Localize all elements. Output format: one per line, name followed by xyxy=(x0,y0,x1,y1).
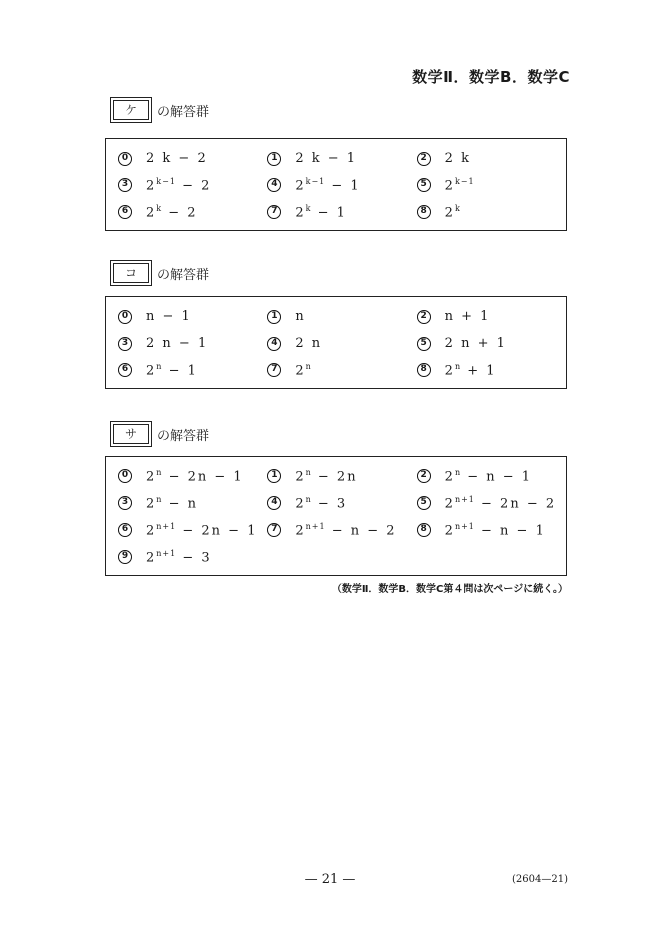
expression-tail: − 2n − 1 xyxy=(182,523,258,539)
expression-tail: n xyxy=(311,336,323,351)
expression-tail: − 3 xyxy=(182,550,212,566)
choice-expression xyxy=(445,204,461,220)
choice-number-icon: 3 xyxy=(118,178,132,192)
expression-tail: − n xyxy=(168,496,198,512)
answer-choice xyxy=(267,177,416,193)
choice-row xyxy=(118,199,566,226)
section-label-sa xyxy=(110,424,209,444)
choice-expression xyxy=(295,204,347,220)
choice-expression xyxy=(146,468,244,484)
choice-expression xyxy=(445,522,546,538)
answer-choice xyxy=(118,549,273,565)
choice-number-icon: 4 xyxy=(267,337,281,351)
expression-exponent: k−1 xyxy=(305,177,326,187)
choice-number-icon: 9 xyxy=(118,550,132,564)
choice-expression xyxy=(295,151,357,166)
choice-expression xyxy=(295,336,322,351)
choice-number-icon: 5 xyxy=(417,337,431,351)
expression-exponent: k xyxy=(156,204,163,214)
expression-exponent: n xyxy=(305,495,312,505)
choice-expression xyxy=(146,177,211,193)
page-number: — 21 — xyxy=(304,872,356,887)
expression-base: 2 xyxy=(444,178,455,194)
choice-expression xyxy=(146,204,198,220)
choice-number-icon: 3 xyxy=(118,337,132,351)
choice-expression xyxy=(146,522,257,538)
answer-choice xyxy=(118,177,267,193)
choice-row xyxy=(118,544,566,571)
expression-exponent: n+1 xyxy=(156,549,177,559)
answer-choice xyxy=(417,522,566,538)
answer-choice xyxy=(267,336,416,351)
expression-base: 2 xyxy=(295,178,306,194)
answer-choice xyxy=(118,151,267,166)
choice-number-icon: 7 xyxy=(267,523,281,537)
choice-number-icon: 0 xyxy=(118,469,132,483)
choice-number-icon: 4 xyxy=(267,178,281,192)
choice-number-icon: 2 xyxy=(417,469,431,483)
expression-tail: − 1 xyxy=(168,363,198,379)
choice-expression xyxy=(146,336,208,351)
choice-expression xyxy=(295,495,347,511)
expression-base: 2 xyxy=(295,469,306,485)
expression-base: n − 1 xyxy=(146,309,192,324)
answer-choice xyxy=(118,495,267,511)
expression-exponent: n+1 xyxy=(305,522,326,532)
expression-tail: − 2n xyxy=(317,469,358,485)
answer-choice xyxy=(417,177,566,193)
expression-base: 2 xyxy=(146,363,157,379)
expression-exponent: n xyxy=(305,468,312,478)
choice-number-icon: 5 xyxy=(417,178,431,192)
answer-choice xyxy=(417,309,566,324)
expression-base: 2 xyxy=(295,496,306,512)
choice-number-icon: 1 xyxy=(267,469,281,483)
expression-exponent: n+1 xyxy=(454,495,475,505)
expression-tail: − n − 2 xyxy=(331,523,397,539)
expression-exponent: n xyxy=(454,362,462,372)
answer-choice xyxy=(118,468,267,484)
expression-base: 2 xyxy=(146,151,157,166)
choice-number-icon: 8 xyxy=(417,363,431,377)
choice-number-icon: 0 xyxy=(118,152,132,166)
choice-row xyxy=(118,330,566,357)
expression-base: 2 xyxy=(444,151,455,166)
expression-tail: − 2 xyxy=(182,178,212,194)
expression-tail: − 2 xyxy=(168,205,198,221)
expression-tail: − 3 xyxy=(317,496,348,512)
expression-tail: − 1 xyxy=(317,205,347,221)
answer-choice xyxy=(118,204,267,220)
expression-exponent: n xyxy=(305,362,312,372)
answer-group-box xyxy=(105,138,567,231)
answer-choice xyxy=(267,362,416,378)
choice-number-icon: 8 xyxy=(417,523,431,537)
choice-row xyxy=(118,357,566,384)
choice-expression xyxy=(445,151,471,166)
choice-number-icon: 8 xyxy=(417,205,431,219)
choice-expression xyxy=(445,362,497,378)
choice-expression xyxy=(445,336,507,351)
choice-number-icon: 3 xyxy=(118,496,132,510)
choice-number-icon: 2 xyxy=(417,310,431,324)
choice-number-icon: 1 xyxy=(267,152,281,166)
expression-base: 2 xyxy=(444,363,455,379)
answer-choice xyxy=(417,336,566,351)
expression-exponent: n+1 xyxy=(156,522,177,532)
answer-choice xyxy=(417,151,566,166)
choice-row xyxy=(118,172,566,199)
answer-choice xyxy=(267,204,416,220)
answer-group-caption: の解答群 xyxy=(157,104,210,120)
expression-base: 2 xyxy=(444,523,455,539)
choice-expression xyxy=(295,468,357,484)
expression-tail: k − 1 xyxy=(311,151,358,166)
choice-row xyxy=(118,303,566,330)
answer-choice xyxy=(267,522,416,538)
answer-group-box xyxy=(105,296,567,389)
expression-tail: − 1 xyxy=(331,178,361,194)
choice-number-icon: 4 xyxy=(267,496,281,510)
expression-base: 2 xyxy=(444,336,455,351)
expression-base: 2 xyxy=(444,469,455,485)
expression-exponent: k xyxy=(305,204,312,214)
expression-tail: − 2n − 1 xyxy=(168,469,244,485)
expression-base: 2 xyxy=(146,205,157,221)
choice-expression xyxy=(445,468,532,484)
expression-tail: − n − 1 xyxy=(467,469,533,485)
expression-exponent: k−1 xyxy=(454,177,475,187)
answer-choice xyxy=(118,309,267,324)
choice-number-icon: 6 xyxy=(118,363,132,377)
answer-choice xyxy=(417,362,566,378)
choice-expression xyxy=(146,309,192,324)
expression-exponent: k−1 xyxy=(156,177,176,187)
expression-exponent: n xyxy=(156,362,163,372)
expression-tail: + 1 xyxy=(467,363,497,379)
expression-base: 2 xyxy=(146,336,157,351)
page-code: (2604—21) xyxy=(512,874,568,885)
expression-exponent: k xyxy=(454,204,461,214)
choice-number-icon: 6 xyxy=(118,523,132,537)
section-label-ko xyxy=(110,263,209,283)
choice-number-icon: 6 xyxy=(118,205,132,219)
choice-expression xyxy=(295,309,305,324)
choice-expression xyxy=(295,522,396,538)
choice-row xyxy=(118,517,566,544)
choice-expression xyxy=(295,177,360,193)
answer-blank-box: サ xyxy=(113,424,149,444)
expression-base: 2 xyxy=(295,151,306,166)
expression-tail: k − 2 xyxy=(162,151,208,166)
answer-blank-box: コ xyxy=(113,263,149,283)
answer-choice xyxy=(417,204,566,220)
answer-group-caption: の解答群 xyxy=(157,267,210,283)
expression-exponent: n xyxy=(156,495,163,505)
answer-choice xyxy=(417,468,566,484)
expression-base: n + 1 xyxy=(444,309,491,324)
choice-number-icon: 7 xyxy=(267,363,281,377)
expression-base: 2 xyxy=(444,205,455,221)
page-title: 数学Ⅱ．数学B．数学C xyxy=(412,68,570,86)
continuation-note: （数学Ⅱ．数学B．数学C第４問は次ページに続く。） xyxy=(331,584,568,595)
expression-tail: − 2n − 2 xyxy=(481,496,557,512)
choice-expression xyxy=(146,151,208,166)
choice-number-icon: 2 xyxy=(417,152,431,166)
expression-exponent: n xyxy=(156,468,163,478)
choice-expression xyxy=(146,549,212,565)
answer-blank-box: ケ xyxy=(113,100,149,120)
answer-choice xyxy=(118,336,267,351)
choice-number-icon: 1 xyxy=(267,310,281,324)
answer-group-caption: の解答群 xyxy=(157,428,210,444)
expression-base: 2 xyxy=(146,523,157,539)
expression-tail: n + 1 xyxy=(461,336,507,351)
choice-expression xyxy=(146,362,198,378)
expression-base: 2 xyxy=(295,205,306,221)
answer-choice xyxy=(267,495,416,511)
choice-number-icon: 5 xyxy=(417,496,431,510)
expression-base: n xyxy=(295,309,306,324)
answer-group-box xyxy=(105,456,567,576)
choice-expression xyxy=(146,495,198,511)
choice-expression xyxy=(445,309,491,324)
expression-tail: n − 1 xyxy=(162,336,209,351)
choice-number-icon: 7 xyxy=(267,205,281,219)
answer-choice xyxy=(118,522,267,538)
answer-choice xyxy=(118,362,267,378)
choice-row xyxy=(118,145,566,172)
expression-base: 2 xyxy=(146,469,157,485)
expression-base: 2 xyxy=(295,363,306,379)
expression-base: 2 xyxy=(444,496,455,512)
expression-base: 2 xyxy=(295,336,306,351)
answer-choice xyxy=(417,495,566,511)
choice-number-icon: 0 xyxy=(118,310,132,324)
choice-expression xyxy=(295,362,311,378)
expression-exponent: n+1 xyxy=(454,522,475,532)
expression-base: 2 xyxy=(295,523,306,539)
choice-expression xyxy=(445,495,556,511)
expression-base: 2 xyxy=(146,178,157,194)
choice-expression xyxy=(445,177,475,193)
expression-tail: k xyxy=(461,151,471,166)
answer-choice xyxy=(267,309,416,324)
expression-exponent: n xyxy=(454,468,462,478)
answer-choice xyxy=(267,468,416,484)
expression-tail: − n − 1 xyxy=(481,523,546,539)
answer-choice xyxy=(267,151,416,166)
expression-base: 2 xyxy=(146,550,157,566)
section-label-ke xyxy=(110,100,209,120)
choice-row xyxy=(118,463,566,490)
choice-row xyxy=(118,490,566,517)
expression-base: 2 xyxy=(146,496,157,512)
